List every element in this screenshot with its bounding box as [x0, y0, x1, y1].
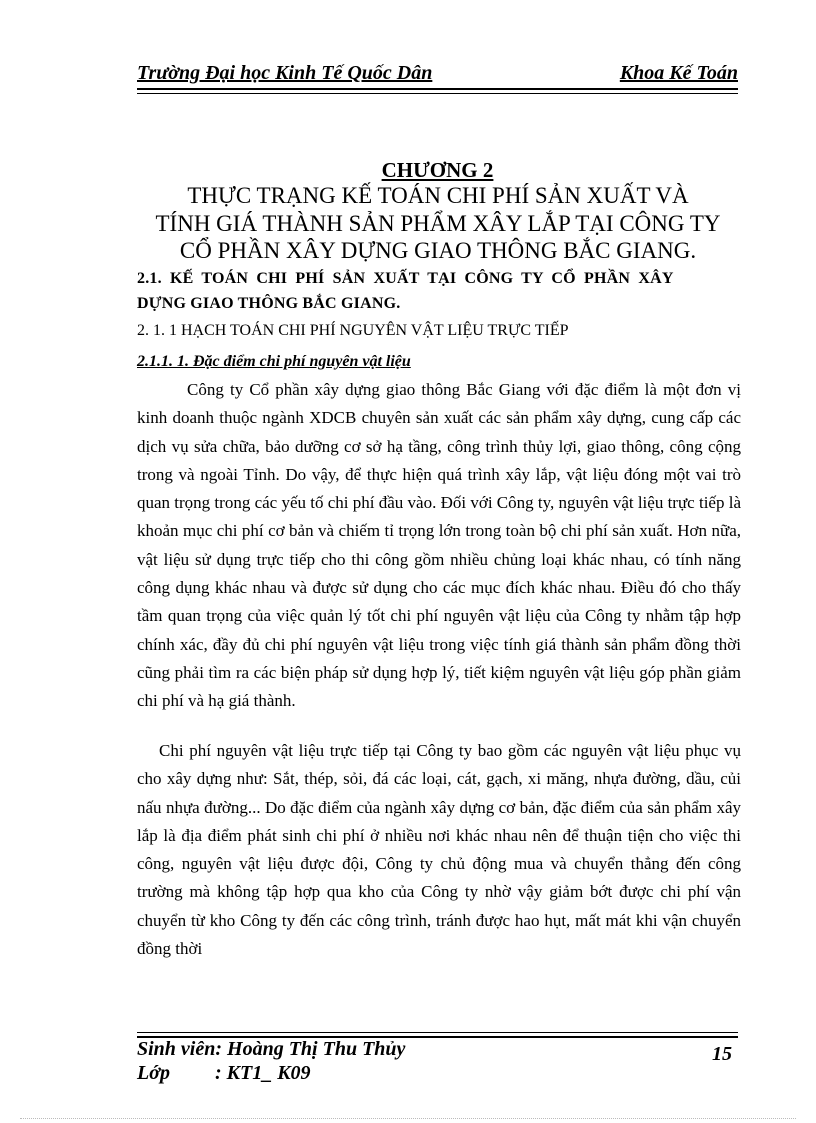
- chapter-title-line-2: TÍNH GIÁ THÀNH SẢN PHẨM XÂY LẮP TẠI CÔNG TY: [155, 211, 721, 236]
- page-number: 15: [712, 1043, 732, 1065]
- header-rule-thin: [137, 93, 738, 94]
- page-bottom-divider: [20, 1118, 796, 1119]
- footer-class-value: : KT1_ K09: [215, 1062, 311, 1084]
- footer-student: [137, 1038, 405, 1061]
- footer-class-label: Lớp: [137, 1062, 170, 1084]
- section-heading-line-1: 2.1. KẾ TOÁN CHI PHÍ SẢN XUẤT TẠI CÔNG TY CỔ PHẦN XÂY: [137, 270, 674, 287]
- page-header: [137, 62, 738, 90]
- subsubsection-heading: 2.1.1. 1. Đặc điểm chi phí nguyên vật liệu: [137, 353, 411, 370]
- body-paragraph-1: Công ty Cổ phần xây dựng giao thông Bắc Giang với đặc điểm là một đơn vị kinh doanh thuộc ngành XDCB chuyên sản xuất các sản phẩm xây dựng, cung cấp các dịch vụ sửa chữa, bảo dưỡng cơ sở hạ tầng, công trình thủy lợi, giao thông, công cộng trong và ngoài Tỉnh. Do vậy, để thực hiện quá trình xây lắp, vật liệu đóng một vai trò quan trọng trong các yếu tố chi phí đầu vào. Đối với Công ty, nguyên vật liệu trực tiếp là khoản mục chi phí cơ bản và chiếm tỉ trọng lớn trong toàn bộ chi phí sản xuất. Hơn nữa, vật liệu sử dụng trực tiếp cho thi công gồm nhiều chủng loại khác nhau, có tính năng công dụng khác nhau và được sử dụng cho các mục đích khác nhau. Điều đó cho thấy tầm quan trọng của việc quản lý tốt chi phí nguyên vật liệu của Công ty nhằm tập hợp chính xác, đầy đủ chi phí nguyên vật liệu trong việc tính giá thành sản phẩm đồng thời cũng phải tìm ra các biện pháp sử dụng hợp lý, tiết kiệm nguyên vật liệu góp phần giảm chi phí và hạ giá thành.: [137, 380, 741, 711]
- chapter-title-line-1: THỰC TRẠNG KẾ TOÁN CHI PHÍ SẢN XUẤT VÀ: [187, 183, 689, 208]
- chapter-title-line-3: CỔ PHẦN XÂY DỰNG GIAO THÔNG BẮC GIANG.: [179, 238, 697, 263]
- footer-class: [137, 1062, 311, 1085]
- header-rule-thick: [137, 88, 738, 90]
- footer-student-label: Sinh viên:: [137, 1038, 223, 1060]
- footer-student-name: Hoàng Thị Thu Thủy: [227, 1038, 406, 1060]
- header-university: Trường Đại học Kinh Tế Quốc Dân: [137, 62, 433, 84]
- body-paragraph-2: Chi phí nguyên vật liệu trực tiếp tại Công ty bao gồm các nguyên vật liệu phục vụ cho xây dựng như: Sắt, thép, sỏi, đá các loại, cát, gạch, xi măng, nhựa đường, dầu, củi nấu nhựa đường... Do đặc điểm của ngành xây dựng cơ bản, đặc điểm của sản phẩm xây lắp là địa điểm phát sinh chi phí ở nhiều nơi khác nhau nên để thuận tiện cho việc thi công, nguyên vật liệu được đội, Công ty chủ động mua và chuyển thẳng đến công trường mà không tập hợp qua kho của Công ty nhờ vậy giảm bớt được chi phí vận chuyển từ kho Công ty đến các công trình, tránh được hao hụt, mất mát khi vận chuyển đồng thời: [137, 741, 741, 959]
- subsection-heading: 2. 1. 1 HẠCH TOÁN CHI PHÍ NGUYÊN VẬT LIỆU TRỰC TIẾP: [137, 322, 569, 339]
- footer-rule-thin: [137, 1032, 738, 1033]
- section-heading-line-2: DỰNG GIAO THÔNG BẮC GIANG.: [137, 295, 401, 312]
- chapter-heading: CHƯƠNG 2: [381, 158, 494, 182]
- header-faculty: Khoa Kế Toán: [619, 62, 738, 84]
